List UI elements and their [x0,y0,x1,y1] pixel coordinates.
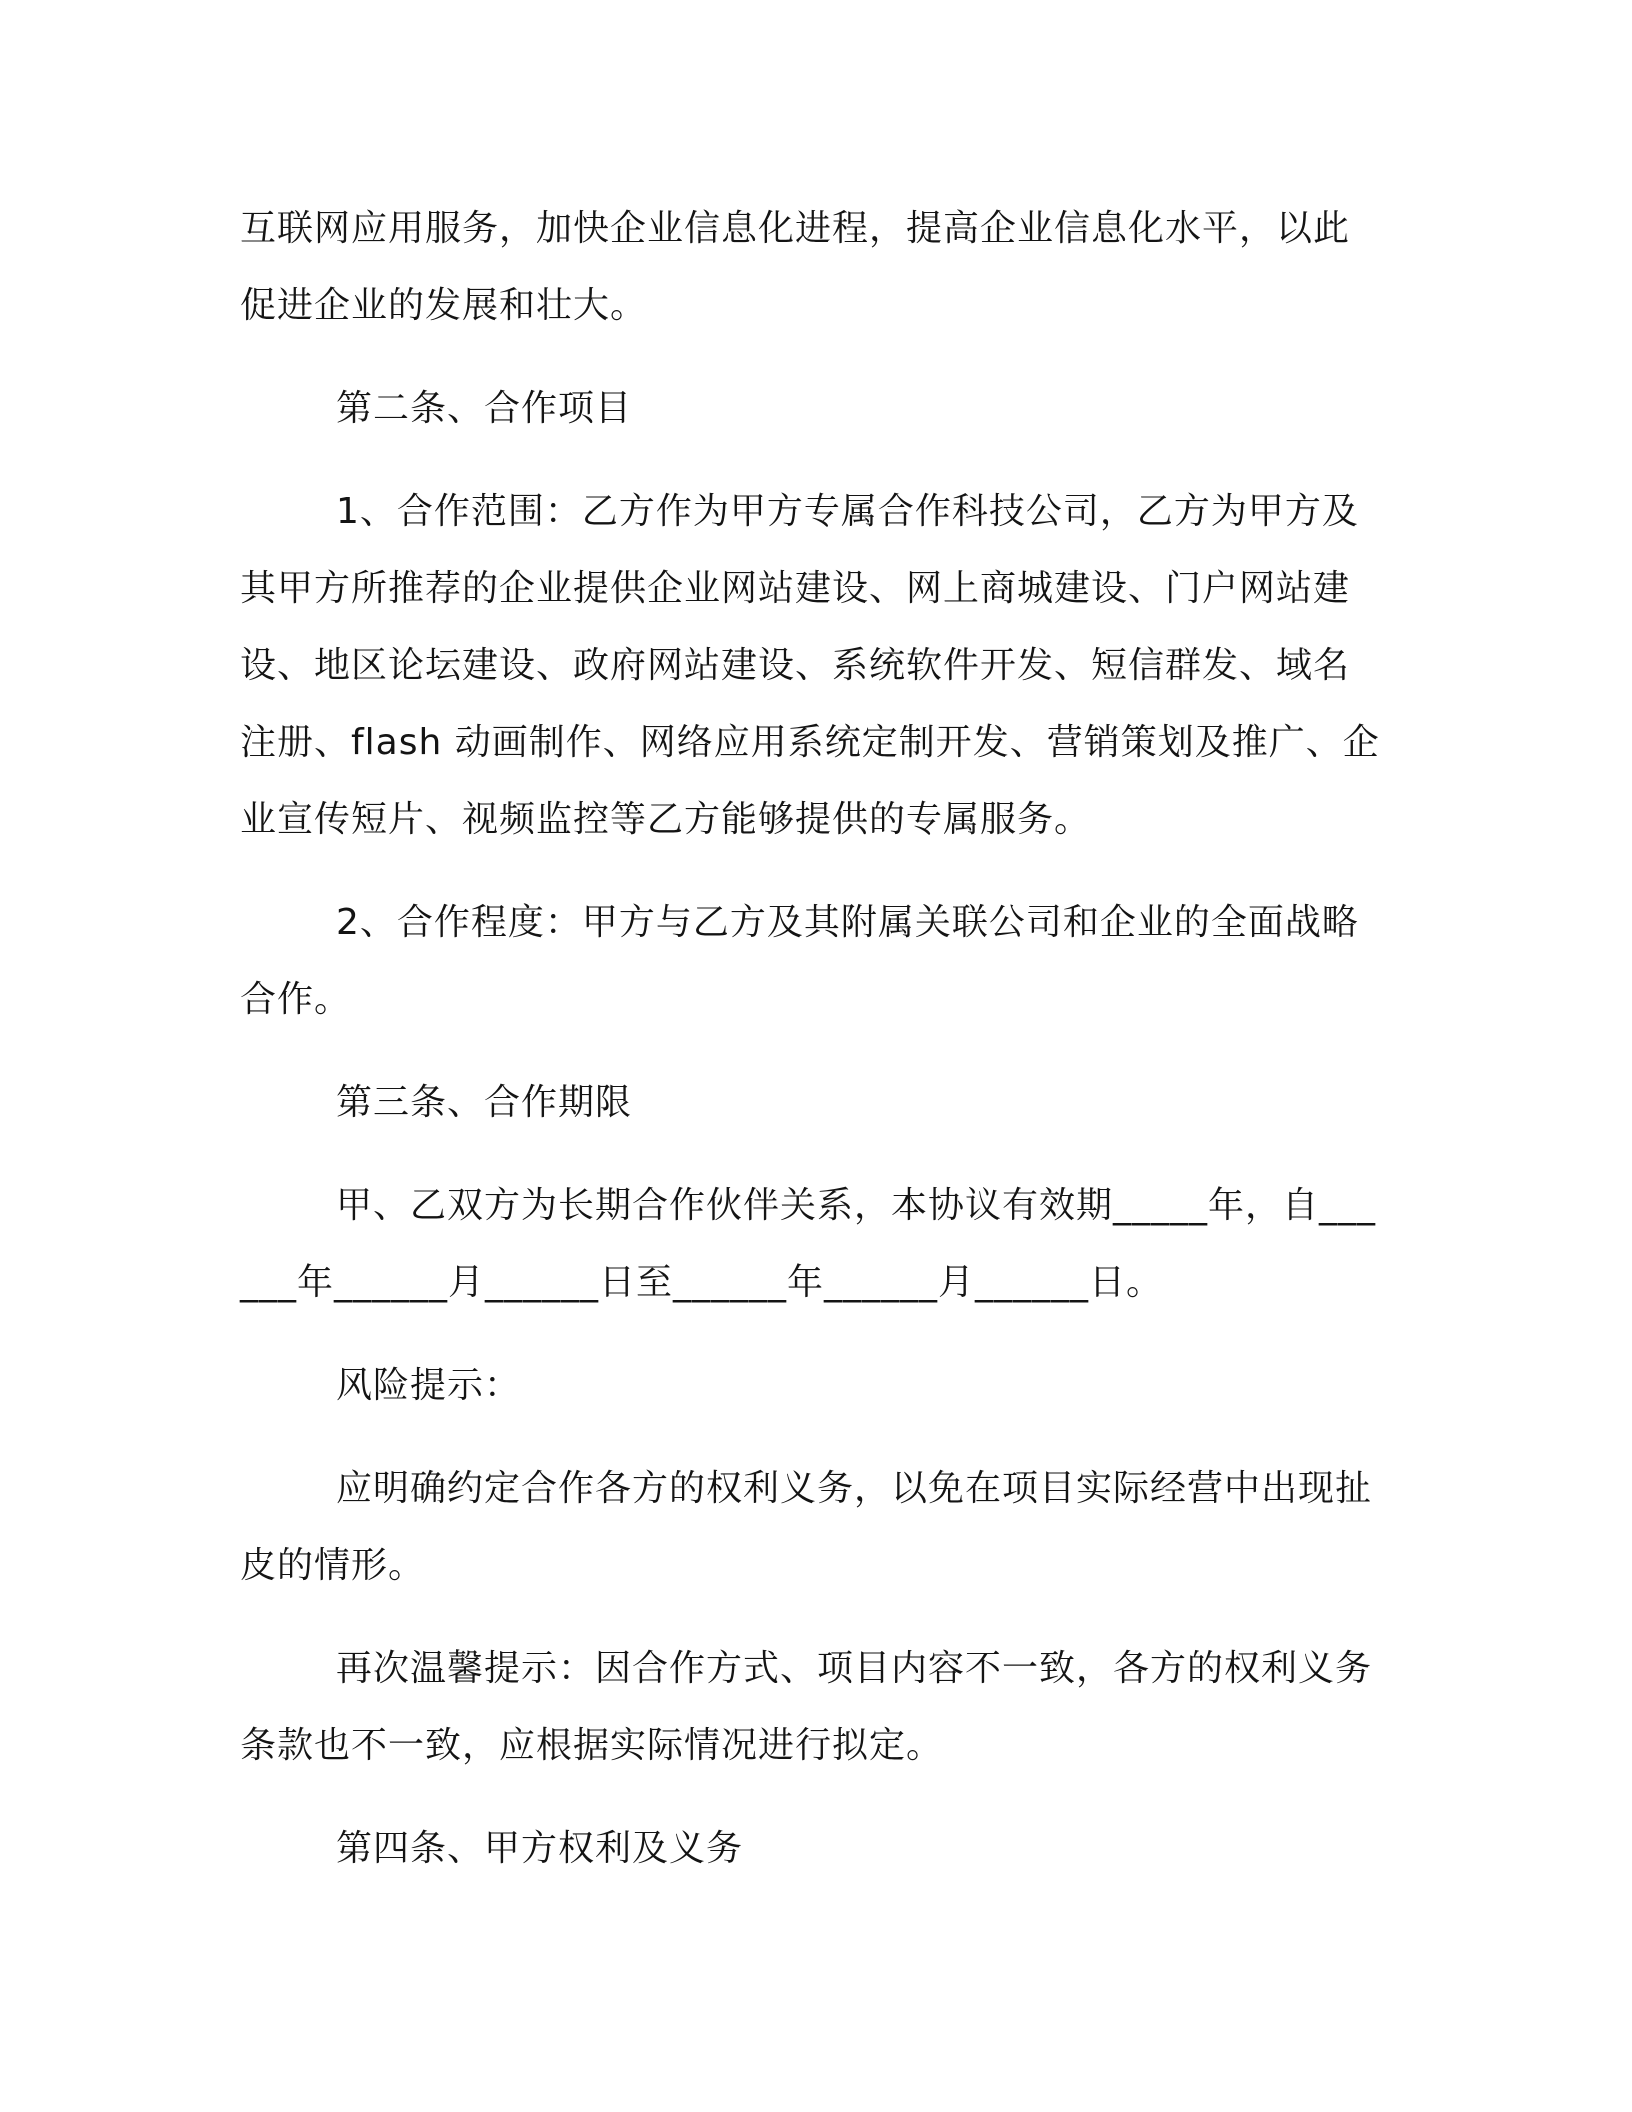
section-heading-article-2: 第二条、合作项目 [336,388,633,429]
paragraph-cooperation-degree: 2、合作程度：甲方与乙方及其附属关联公司和企业的全面战略合作。 [240,902,1359,1020]
risk-notice-label: 风险提示： [336,1365,522,1406]
document-body [240,190,1380,1887]
paragraph-cooperation-term: 甲、乙双方为长期合作伙伴关系，本协议有效期_____年，自______年______月______日至______年______月______日。 [240,1185,1377,1303]
paragraph-risk-notice: 应明确约定合作各方的权利义务，以免在项目实际经营中出现扯皮的情形。 [240,1468,1373,1586]
section-heading-article-3: 第三条、合作期限 [336,1082,633,1123]
paragraph-warm-reminder: 再次温馨提示：因合作方式、项目内容不一致，各方的权利义务条款也不一致，应根据实际情况进行拟定。 [240,1648,1373,1766]
paragraph-cooperation-scope: 1、合作范围：乙方作为甲方专属合作科技公司，乙方为甲方及其甲方所推荐的企业提供企业网站建设、网上商城建设、门户网站建设、地区论坛建设、政府网站建设、系统软件开发、短信群发、域名注册、flash 动画制作、网络应用系统定制开发、营销策划及推广、企业宣传短片、视频监控等乙方能够提供的专属服务。 [240,491,1380,840]
paragraph-continuation: 互联网应用服务，加快企业信息化进程，提高企业信息化水平，以此促进企业的发展和壮大。 [240,208,1351,326]
section-heading-article-4: 第四条、甲方权利及义务 [336,1828,744,1869]
